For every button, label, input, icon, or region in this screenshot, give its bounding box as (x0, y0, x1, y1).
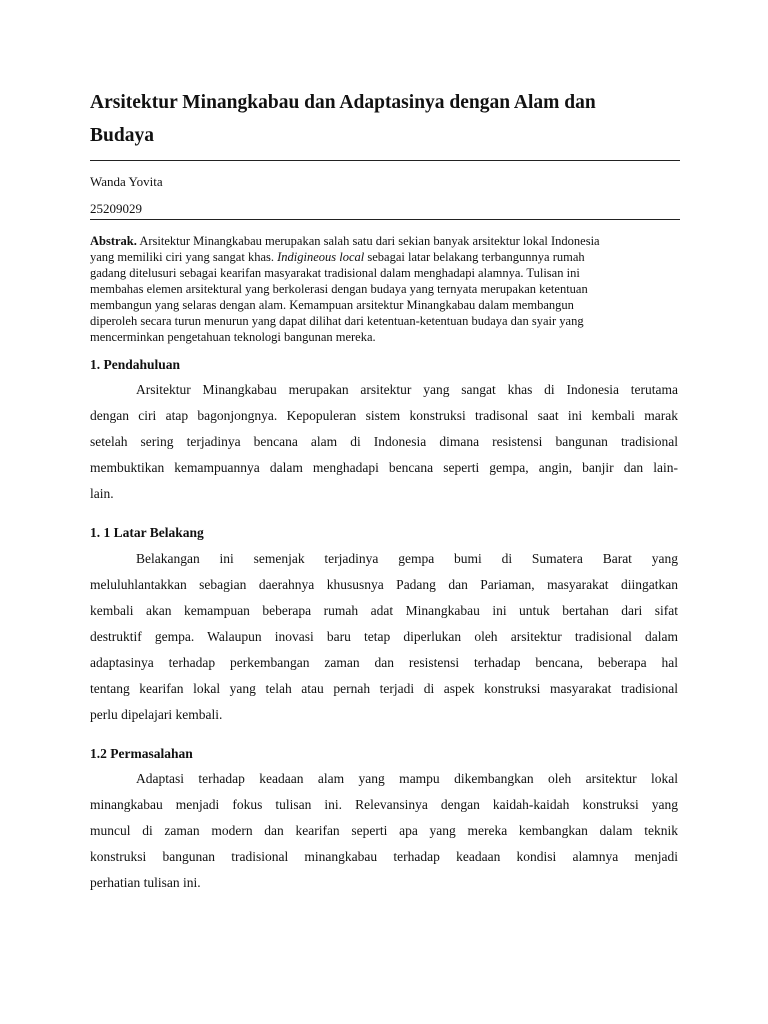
abstract (90, 233, 660, 345)
abstract-line: gadang ditelusuri sebagai kearifan masyarakat tradisional dalam menghadapi alamnya. Tulisan ini (90, 266, 580, 280)
section-heading-pendahuluan: 1. Pendahuluan (90, 357, 181, 372)
abstract-line (90, 249, 660, 265)
paragraph-line: dengan ciri atap bagonjongnya. Kepopuleran sistem konstruksi tradisonal saat ini kembali marak (90, 408, 678, 423)
student-id: 25209029 (90, 201, 142, 216)
paragraph-line: perlu dipelajari kembali. (90, 707, 223, 722)
abstract-line: diperoleh secara turun menurun yang dapat dilihat dari ketentuan-ketentuan budaya dan syair yang (90, 314, 584, 328)
author-name: Wanda Yovita (90, 174, 163, 189)
paragraph-line: Belakangan ini semenjak terjadinya gempa bumi di Sumatera Barat yang (136, 551, 678, 566)
abstract-line: membahas elemen arsitektural yang berkolerasi dengan budaya yang ternyata merupakan ketentuan (90, 282, 588, 296)
abstract-text: sebagai latar belakang terbangunnya rumah (364, 250, 585, 264)
abstract-line: mencerminkan pengetahuan teknologi bangunan mereka. (90, 330, 376, 344)
paragraph-line: konstruksi bangunan tradisional minangkabau terhadap keadaan kondisi alamnya menjadi (90, 849, 678, 864)
abstract-text: yang memiliki ciri yang sangat khas. (90, 250, 278, 264)
abstract-line: membangun yang selaras dengan alam. Kemampuan arsitektur Minangkabau dalam membangun (90, 298, 574, 312)
abstract-text: Arsitektur Minangkabau merupakan salah satu dari sekian banyak arsitektur lokal Indonesia (136, 234, 600, 248)
paragraph-line: kembali akan kemampuan beberapa rumah adat Minangkabau ini untuk bertahan dari sifat (90, 603, 678, 618)
paragraph-line: membuktikan kemampuannya dalam menghadapi bencana seperti gempa, angin, banjir dan lain- (90, 460, 678, 475)
abstract-italic-term: Indigineous local (277, 250, 365, 264)
paragraph-line: lain. (90, 486, 114, 501)
paragraph-line: adaptasinya terhadap perkembangan zaman dan resistensi terhadap bencana, beberapa hal (90, 655, 678, 670)
section-heading-latar-belakang: 1. 1 Latar Belakang (90, 525, 204, 540)
section-heading-permasalahan: 1.2 Permasalahan (90, 746, 193, 761)
section-paragraph-permasalahan (90, 766, 678, 896)
paragraph-line: meluluhlantakkan sebagian daerahnya khususnya Padang dan Pariaman, masyarakat diingatkan (90, 577, 678, 592)
paragraph-line: Arsitektur Minangkabau merupakan arsitektur yang sangat khas di Indonesia terutama (136, 382, 678, 397)
section-paragraph-latar-belakang (90, 546, 678, 728)
paragraph-line: setelah sering terjadinya bencana alam di Indonesia dimana resistensi bangunan tradisional (90, 434, 678, 449)
section-paragraph-pendahuluan (90, 377, 678, 507)
paper-title-line-2: Budaya (90, 125, 154, 146)
abstract-line (90, 233, 660, 249)
paper-title-line-1: Arsitektur Minangkabau dan Adaptasinya dengan Alam dan (90, 92, 596, 113)
abstract-label: Abstrak. (90, 234, 137, 248)
title-divider (90, 160, 680, 161)
paragraph-line: tentang kearifan lokal yang telah atau pernah terjadi di aspek konstruksi masyarakat tradisional (90, 681, 678, 696)
paragraph-line: muncul di zaman modern dan kearifan seperti apa yang mereka kembangkan dalam teknik (90, 823, 678, 838)
paragraph-line: Adaptasi terhadap keadaan alam yang mampu dikembangkan oleh arsitektur lokal (136, 771, 678, 786)
paper-title (90, 86, 650, 152)
paragraph-line: destruktif gempa. Walaupun inovasi baru tetap diperlukan oleh arsitektur tradisional dalam (90, 629, 678, 644)
paragraph-line: perhatian tulisan ini. (90, 875, 201, 890)
paragraph-line: minangkabau menjadi fokus tulisan ini. Relevansinya dengan kaidah-kaidah konstruksi yang (90, 797, 678, 812)
header-divider (90, 219, 680, 220)
